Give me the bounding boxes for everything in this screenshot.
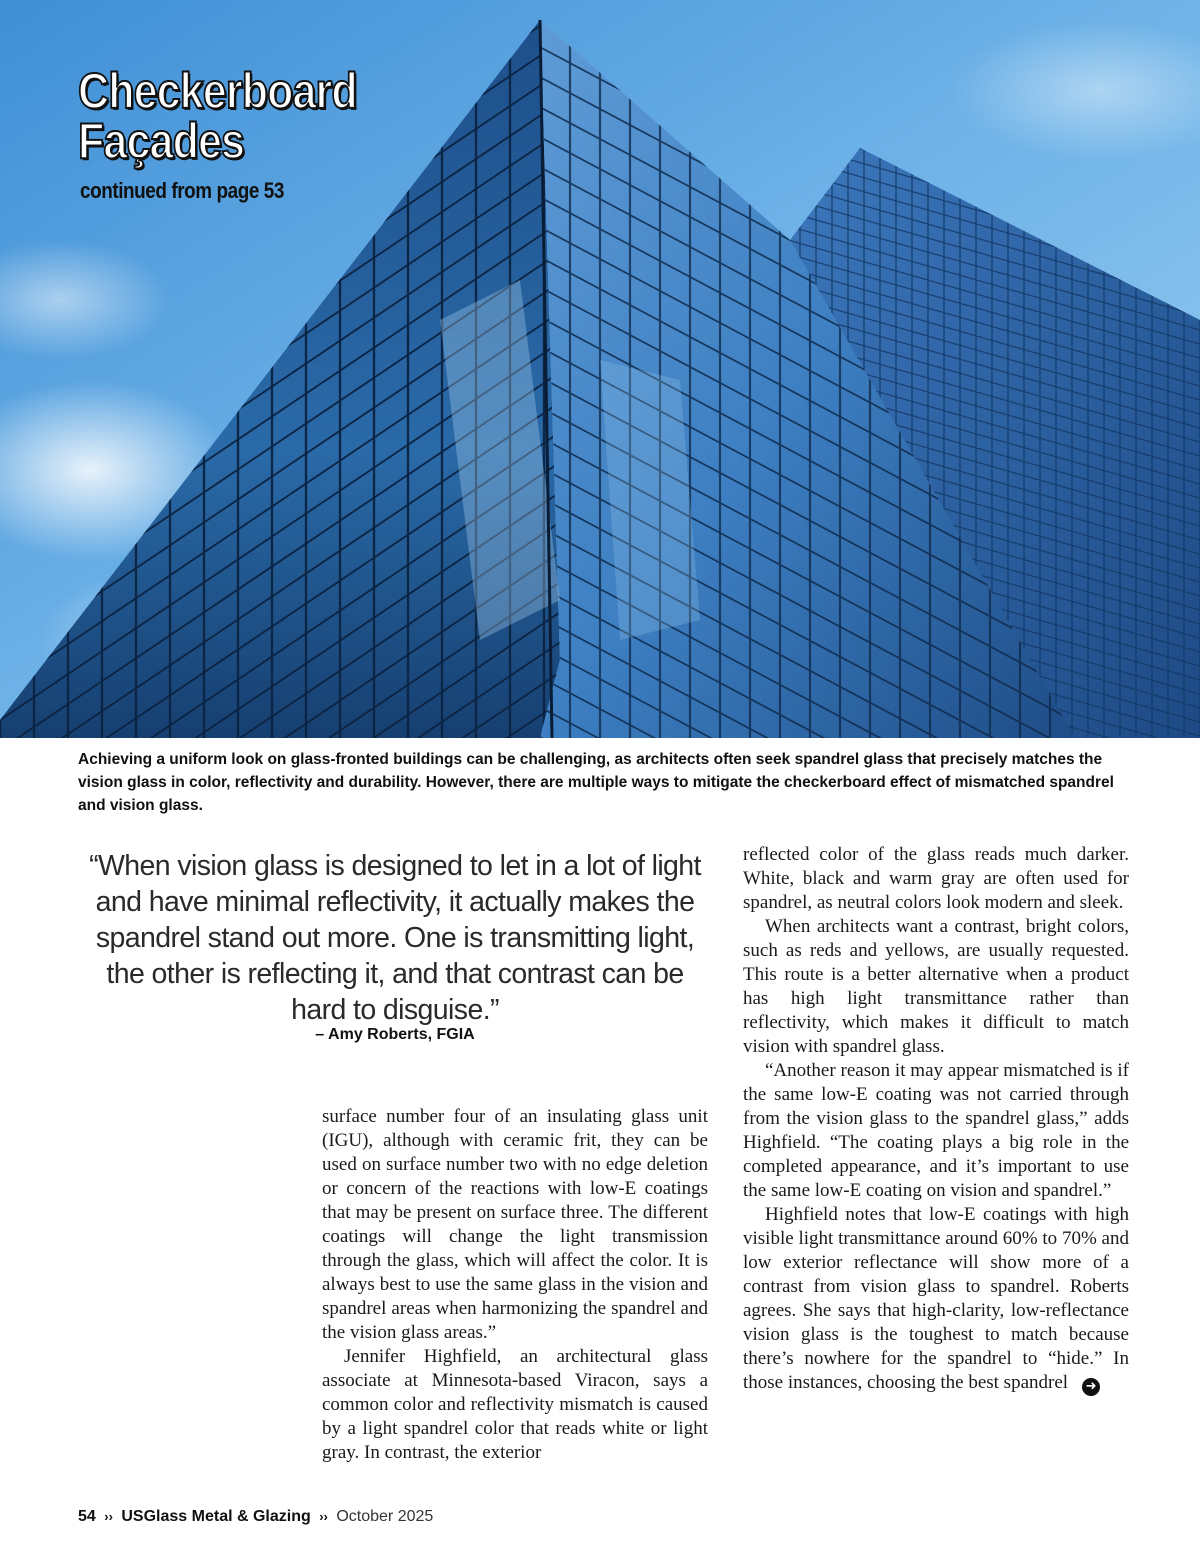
body-paragraph: Jennifer Highfield, an architectural glass associate at Minnesota-based Viracon, says a common color and reflectivity mismatch is caused by a light spandrel color that reads white or light gray. In contrast, the exterior bbox=[322, 1346, 708, 1463]
title-line-2: Façades bbox=[78, 113, 245, 169]
separator-icon: ›› bbox=[104, 1509, 113, 1524]
publication-name: USGlass Metal & Glazing bbox=[121, 1508, 311, 1525]
body-paragraph-text: Highfield notes that low-E coatings with high visible light transmittance around 60% to 70% and low exterior reflectance will show more of a contrast from vision glass to spandrel. Roberts agrees. She says that high-clarity, low-reflectance vision glass is the toughest to match because there’s nowhere for the spandrel to “hide.” In those instances, choosing the best spandrel bbox=[743, 1204, 1129, 1393]
page-number: 54 bbox=[78, 1508, 96, 1525]
arrow-right-circle-icon[interactable]: ➜ bbox=[1082, 1378, 1100, 1396]
body-paragraph-last bbox=[743, 1203, 1129, 1396]
issue-date: October 2025 bbox=[336, 1508, 434, 1525]
body-column-right bbox=[743, 843, 1129, 1396]
page-footer bbox=[78, 1508, 433, 1526]
body-paragraph: When architects want a contrast, bright colors, such as reds and yellows, are usually requested. This route is a better alternative when a product has high light transmittance rather than reflectivity, which makes it difficult to match vision with spandrel glass. bbox=[743, 916, 1129, 1057]
separator-icon: ›› bbox=[319, 1509, 328, 1524]
title-line-1: Checkerboard bbox=[78, 63, 357, 119]
body-paragraph: “Another reason it may appear mismatched is if the same low-E coating was not carried through from the vision glass to the spandrel glass,” adds Highfield. “The coating plays a big role in the completed appearance, and it’s important to use the same low-E coating on vision and spandrel.” bbox=[743, 1060, 1129, 1201]
article-title bbox=[78, 63, 357, 169]
continued-from-link[interactable]: continued from page 53 bbox=[80, 178, 284, 203]
pull-quote: “When vision glass is designed to let in a lot of light and have minimal reflectivity, it actually makes the spandrel stand out more. One is transmitting light, the other is reflecting it, and that contrast can be hard to disguise.” bbox=[89, 850, 701, 1026]
photo-caption: Achieving a uniform look on glass-fronted buildings can be challenging, as architects often seek spandrel glass that precisely matches the vision glass in color, reflectivity and durability. However, there are multiple ways to mitigate the checkerboard effect of mismatched spandrel and vision glass. bbox=[78, 751, 1114, 814]
pull-quote-attribution: – Amy Roberts, FGIA bbox=[315, 1026, 475, 1043]
body-column-middle bbox=[322, 1105, 708, 1465]
body-paragraph: reflected color of the glass reads much darker. White, black and warm gray are often used for spandrel, as neutral colors look modern and sleek. bbox=[743, 844, 1129, 913]
body-paragraph: surface number four of an insulating glass unit (IGU), although with ceramic frit, they can be used on surface number two with no edge deletion or concern of the reactions with low-E coatings that may be present on surface three. The different coatings will change the light transmission through the glass, which will affect the color. It is always best to use the same glass in the vision and spandrel areas when harmonizing the spandrel and the vision glass areas.” bbox=[322, 1106, 708, 1343]
